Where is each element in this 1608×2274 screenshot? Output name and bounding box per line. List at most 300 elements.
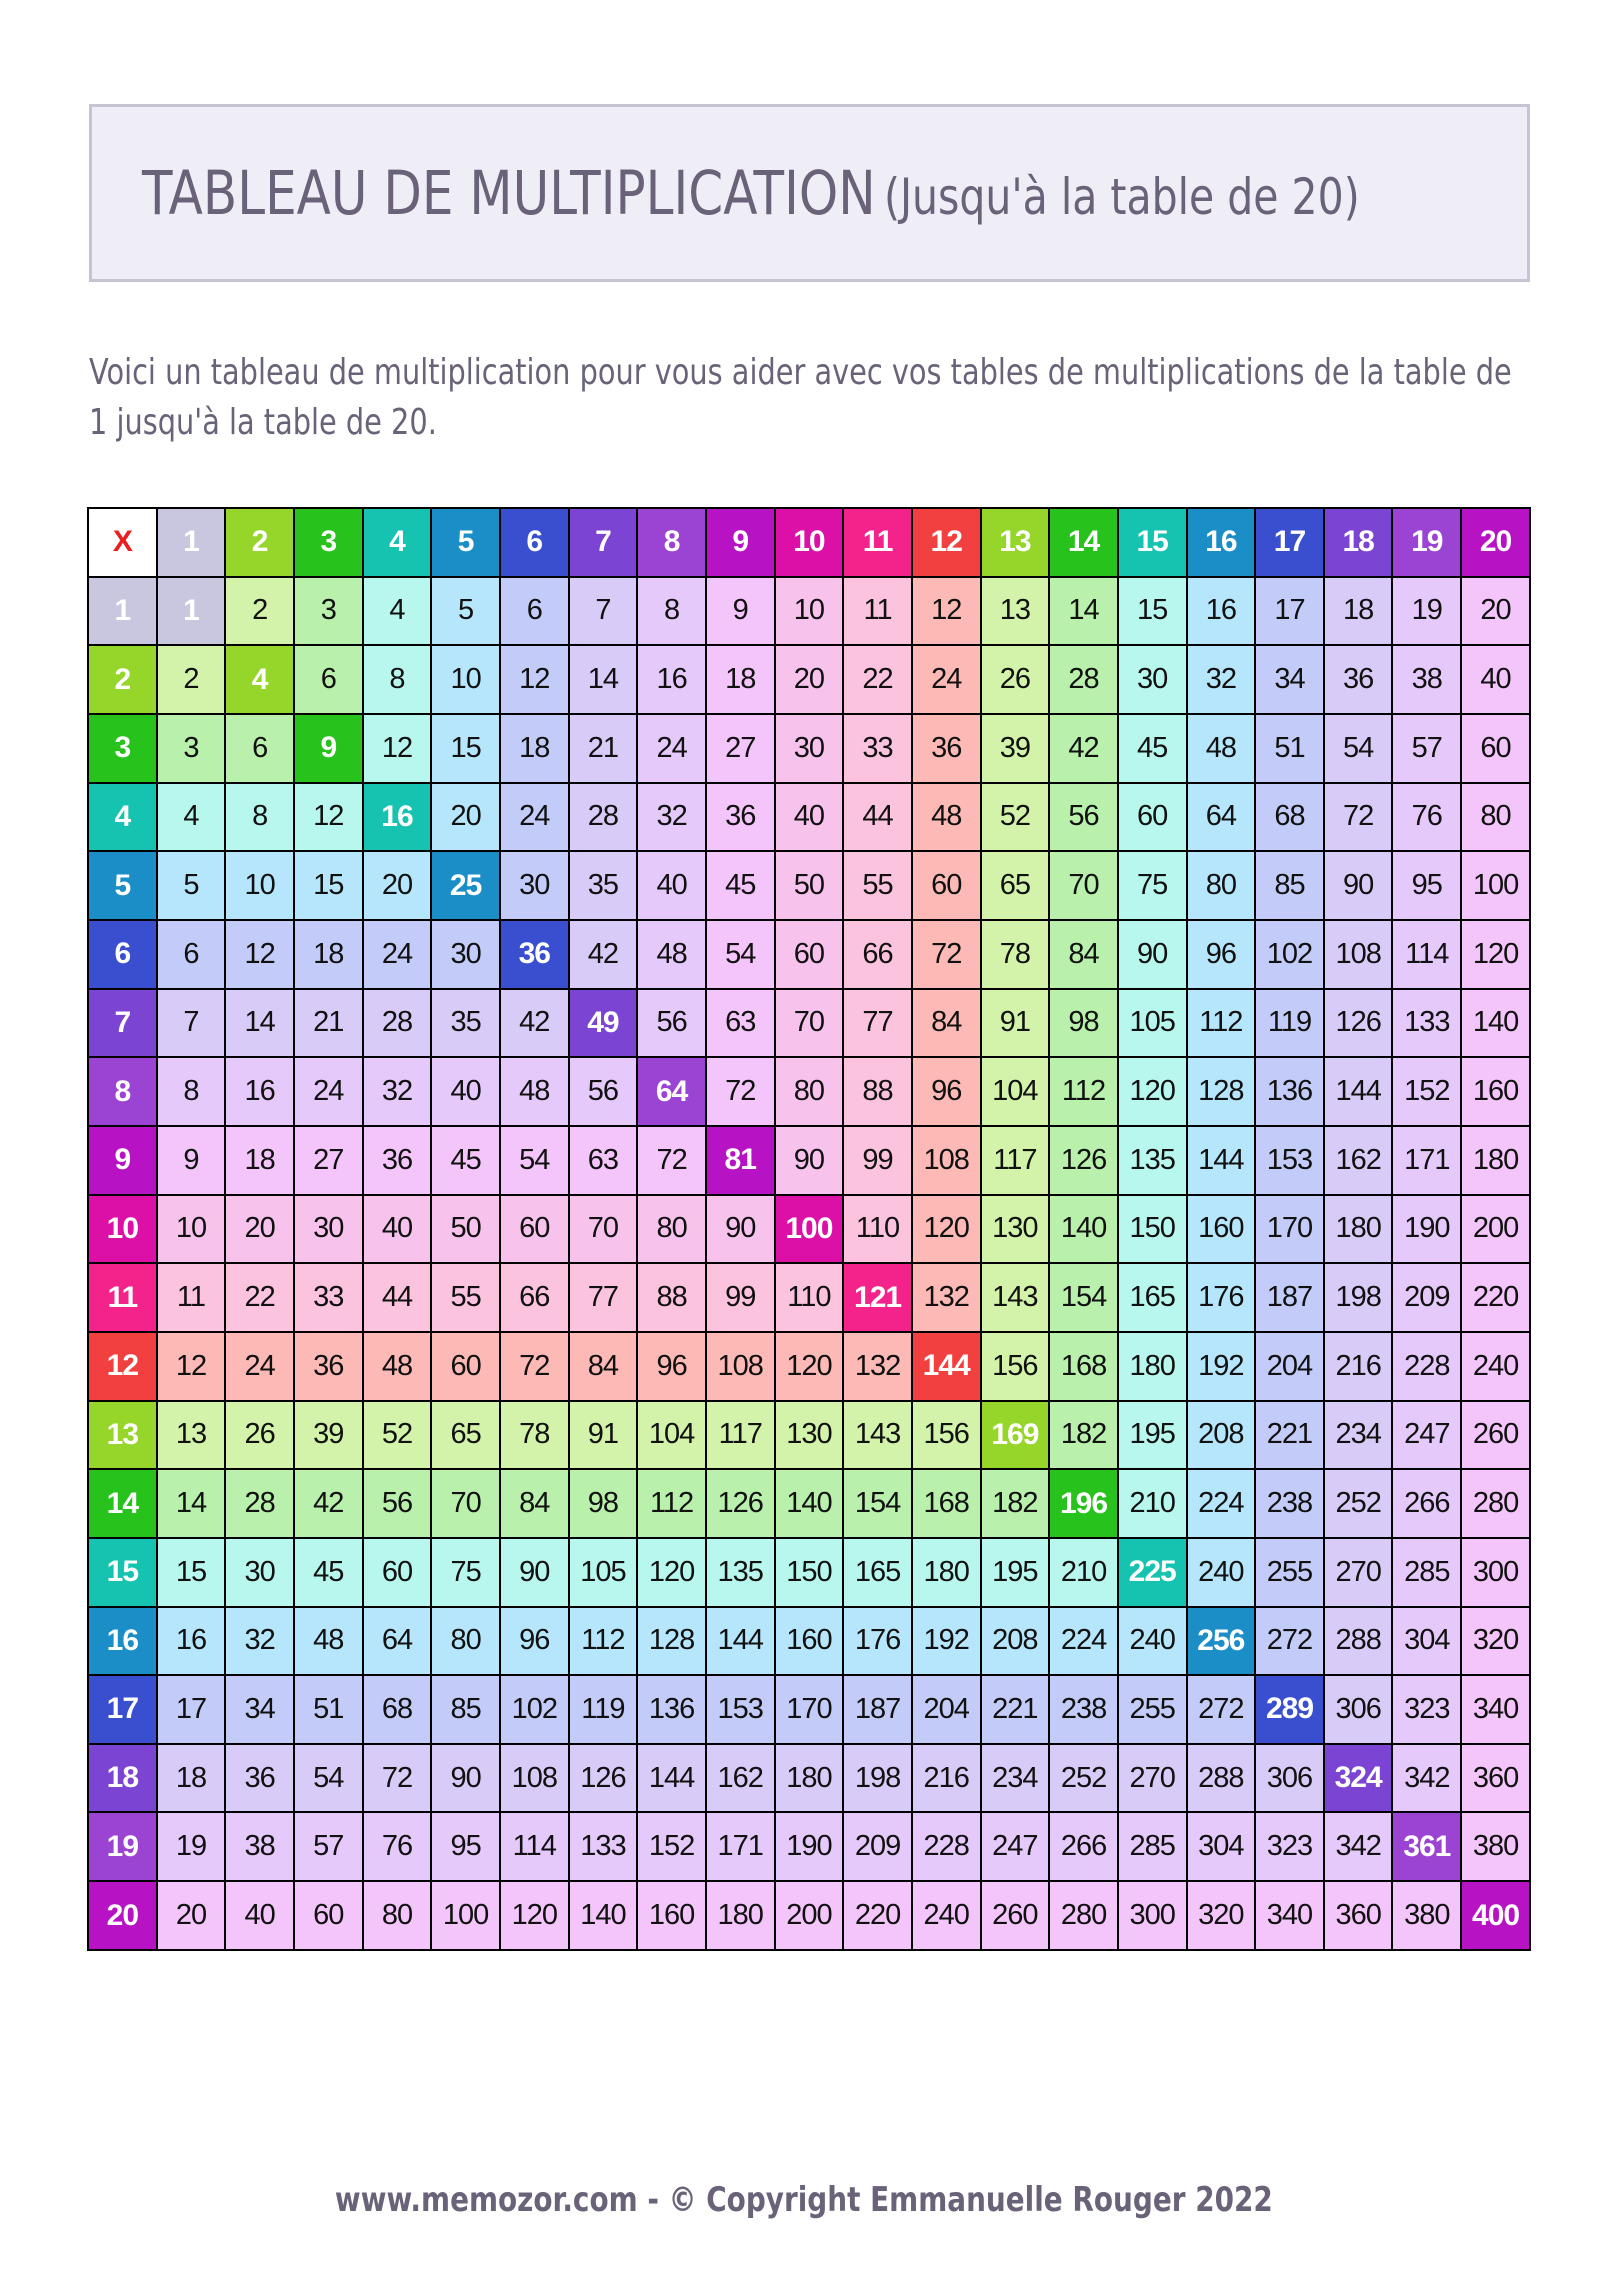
table-row [88,1812,1530,1881]
table-row [88,577,1530,646]
product-cell: 5 [431,577,500,646]
product-cell: 52 [363,1401,432,1470]
column-header-cell: 16 [1187,508,1256,577]
product-cell: 110 [775,1263,844,1332]
product-cell: 40 [1461,645,1530,714]
product-cell: 56 [1049,783,1118,852]
square-cell: 225 [1118,1538,1187,1607]
table-row [88,1401,1530,1470]
product-cell: 6 [157,920,226,989]
product-cell: 45 [431,1126,500,1195]
product-cell: 220 [1461,1263,1530,1332]
product-cell: 75 [1118,851,1187,920]
product-cell: 55 [431,1263,500,1332]
product-cell: 143 [843,1401,912,1470]
product-cell: 90 [1324,851,1393,920]
product-cell: 130 [775,1401,844,1470]
product-cell: 165 [843,1538,912,1607]
product-cell: 114 [500,1812,569,1881]
product-cell: 32 [1187,645,1256,714]
product-cell: 22 [225,1263,294,1332]
product-cell: 300 [1118,1881,1187,1950]
product-cell: 240 [1187,1538,1256,1607]
product-cell: 160 [1187,1195,1256,1264]
product-cell: 72 [363,1744,432,1813]
row-header-cell: 9 [88,1126,157,1195]
table-row [88,1469,1530,1538]
product-cell: 247 [1392,1401,1461,1470]
product-cell: 68 [1255,783,1324,852]
product-cell: 80 [1187,851,1256,920]
intro-line-1: Voici un tableau de multiplication pour vous aider avec vos tables de multiplications de la table de [89,352,1512,393]
product-cell: 285 [1392,1538,1461,1607]
product-cell: 198 [1324,1263,1393,1332]
product-cell: 9 [157,1126,226,1195]
product-cell: 60 [294,1881,363,1950]
product-cell: 28 [569,783,638,852]
product-cell: 96 [912,1057,981,1126]
product-cell: 54 [1324,714,1393,783]
product-cell: 126 [1049,1126,1118,1195]
product-cell: 112 [637,1469,706,1538]
product-cell: 21 [569,714,638,783]
product-cell: 72 [912,920,981,989]
product-cell: 54 [294,1744,363,1813]
row-header-cell: 10 [88,1195,157,1264]
product-cell: 90 [775,1126,844,1195]
product-cell: 13 [981,577,1050,646]
product-cell: 208 [981,1607,1050,1676]
product-cell: 57 [1392,714,1461,783]
product-cell: 180 [1461,1126,1530,1195]
row-header-cell: 2 [88,645,157,714]
product-cell: 340 [1461,1675,1530,1744]
product-cell: 180 [775,1744,844,1813]
square-cell: 16 [363,783,432,852]
product-cell: 14 [1049,577,1118,646]
product-cell: 323 [1392,1675,1461,1744]
product-cell: 150 [1118,1195,1187,1264]
product-cell: 130 [981,1195,1050,1264]
product-cell: 10 [431,645,500,714]
product-cell: 51 [294,1675,363,1744]
product-cell: 55 [843,851,912,920]
product-cell: 40 [431,1057,500,1126]
product-cell: 270 [1324,1538,1393,1607]
product-cell: 64 [363,1607,432,1676]
table-row [88,1675,1530,1744]
product-cell: 11 [157,1263,226,1332]
product-cell: 40 [363,1195,432,1264]
product-cell: 70 [431,1469,500,1538]
product-cell: 90 [431,1744,500,1813]
product-cell: 170 [775,1675,844,1744]
product-cell: 36 [706,783,775,852]
product-cell: 340 [1255,1881,1324,1950]
row-header-cell: 11 [88,1263,157,1332]
product-cell: 88 [637,1263,706,1332]
product-cell: 323 [1255,1812,1324,1881]
product-cell: 48 [912,783,981,852]
product-cell: 91 [981,989,1050,1058]
product-cell: 140 [775,1469,844,1538]
product-cell: 10 [775,577,844,646]
product-cell: 4 [157,783,226,852]
product-cell: 255 [1118,1675,1187,1744]
product-cell: 306 [1255,1744,1324,1813]
product-cell: 221 [981,1675,1050,1744]
footer-text: www.memozor.com - © Copyright Emmanuelle Rouger 2022 [335,2180,1273,2220]
product-cell: 228 [912,1812,981,1881]
product-cell: 209 [1392,1263,1461,1332]
product-cell: 40 [225,1881,294,1950]
product-cell: 12 [912,577,981,646]
product-cell: 16 [157,1607,226,1676]
product-cell: 105 [569,1538,638,1607]
product-cell: 216 [912,1744,981,1813]
column-header-cell: 7 [569,508,638,577]
row-header-cell: 20 [88,1881,157,1950]
column-header-cell: 6 [500,508,569,577]
product-cell: 42 [569,920,638,989]
table-row [88,989,1530,1058]
product-cell: 90 [706,1195,775,1264]
table-row [88,1263,1530,1332]
product-cell: 266 [1392,1469,1461,1538]
column-header-cell: 8 [637,508,706,577]
product-cell: 117 [981,1126,1050,1195]
column-header-cell: 5 [431,508,500,577]
product-cell: 98 [1049,989,1118,1058]
product-cell: 135 [706,1538,775,1607]
product-cell: 380 [1461,1812,1530,1881]
product-cell: 100 [431,1881,500,1950]
product-cell: 144 [637,1744,706,1813]
square-cell: 121 [843,1263,912,1332]
product-cell: 208 [1187,1401,1256,1470]
product-cell: 77 [843,989,912,1058]
product-cell: 20 [1461,577,1530,646]
product-cell: 126 [706,1469,775,1538]
product-cell: 144 [1187,1126,1256,1195]
square-cell: 289 [1255,1675,1324,1744]
product-cell: 216 [1324,1332,1393,1401]
product-cell: 126 [569,1744,638,1813]
table-row [88,1126,1530,1195]
product-cell: 108 [1324,920,1393,989]
product-cell: 72 [1324,783,1393,852]
product-cell: 70 [1049,851,1118,920]
product-cell: 30 [431,920,500,989]
product-cell: 120 [500,1881,569,1950]
product-cell: 272 [1187,1675,1256,1744]
product-cell: 32 [637,783,706,852]
product-cell: 24 [912,645,981,714]
column-header-cell: 11 [843,508,912,577]
product-cell: 99 [843,1126,912,1195]
product-cell: 320 [1461,1607,1530,1676]
product-cell: 224 [1049,1607,1118,1676]
product-cell: 192 [1187,1332,1256,1401]
product-cell: 180 [706,1881,775,1950]
product-cell: 195 [981,1538,1050,1607]
product-cell: 102 [1255,920,1324,989]
product-cell: 15 [294,851,363,920]
product-cell: 156 [912,1401,981,1470]
product-cell: 42 [1049,714,1118,783]
product-cell: 12 [363,714,432,783]
intro-line-2: 1 jusqu'à la table de 20. [89,402,437,443]
product-cell: 240 [1461,1332,1530,1401]
product-cell: 7 [569,577,638,646]
product-cell: 40 [775,783,844,852]
product-cell: 238 [1255,1469,1324,1538]
product-cell: 16 [225,1057,294,1126]
product-cell: 8 [637,577,706,646]
square-cell: 36 [500,920,569,989]
square-cell: 256 [1187,1607,1256,1676]
table-row [88,1538,1530,1607]
product-cell: 27 [706,714,775,783]
product-cell: 168 [912,1469,981,1538]
column-header-cell: 1 [157,508,226,577]
product-cell: 320 [1187,1881,1256,1950]
product-cell: 10 [225,851,294,920]
product-cell: 63 [569,1126,638,1195]
product-cell: 51 [1255,714,1324,783]
product-cell: 30 [1118,645,1187,714]
row-header-cell: 16 [88,1607,157,1676]
product-cell: 12 [157,1332,226,1401]
product-cell: 360 [1324,1881,1393,1950]
column-header-cell: 3 [294,508,363,577]
product-cell: 170 [1255,1195,1324,1264]
product-cell: 132 [843,1332,912,1401]
product-cell: 80 [431,1607,500,1676]
product-cell: 180 [912,1538,981,1607]
product-cell: 60 [431,1332,500,1401]
square-cell: 169 [981,1401,1050,1470]
product-cell: 187 [1255,1263,1324,1332]
column-header-cell: 4 [363,508,432,577]
product-cell: 16 [1187,577,1256,646]
product-cell: 120 [1118,1057,1187,1126]
product-cell: 64 [1187,783,1256,852]
square-cell: 1 [157,577,226,646]
product-cell: 153 [1255,1126,1324,1195]
product-cell: 108 [706,1332,775,1401]
product-cell: 8 [157,1057,226,1126]
product-cell: 24 [363,920,432,989]
product-cell: 120 [912,1195,981,1264]
table-row [88,1744,1530,1813]
row-header-cell: 6 [88,920,157,989]
product-cell: 144 [1324,1057,1393,1126]
product-cell: 36 [363,1126,432,1195]
product-cell: 38 [225,1812,294,1881]
product-cell: 96 [1187,920,1256,989]
product-cell: 18 [1324,577,1393,646]
product-cell: 280 [1049,1881,1118,1950]
product-cell: 224 [1187,1469,1256,1538]
product-cell: 209 [843,1812,912,1881]
product-cell: 112 [1049,1057,1118,1126]
product-cell: 66 [500,1263,569,1332]
product-cell: 90 [500,1538,569,1607]
product-cell: 285 [1118,1812,1187,1881]
product-cell: 76 [1392,783,1461,852]
product-cell: 360 [1461,1744,1530,1813]
product-cell: 15 [431,714,500,783]
product-cell: 252 [1049,1744,1118,1813]
product-cell: 90 [1118,920,1187,989]
product-cell: 162 [1324,1126,1393,1195]
product-cell: 28 [363,989,432,1058]
product-cell: 165 [1118,1263,1187,1332]
multiplication-table [87,507,1531,1951]
product-cell: 112 [1187,989,1256,1058]
row-header-cell: 4 [88,783,157,852]
product-cell: 27 [294,1126,363,1195]
row-header-cell: 15 [88,1538,157,1607]
product-cell: 15 [157,1538,226,1607]
product-cell: 18 [157,1744,226,1813]
product-cell: 270 [1118,1744,1187,1813]
product-cell: 104 [981,1057,1050,1126]
product-cell: 95 [431,1812,500,1881]
product-cell: 304 [1187,1812,1256,1881]
header-row [88,508,1530,577]
product-cell: 48 [1187,714,1256,783]
product-cell: 36 [225,1744,294,1813]
product-cell: 36 [1324,645,1393,714]
product-cell: 80 [363,1881,432,1950]
product-cell: 30 [294,1195,363,1264]
row-header-cell: 18 [88,1744,157,1813]
row-header-cell: 12 [88,1332,157,1401]
product-cell: 180 [1324,1195,1393,1264]
product-cell: 48 [363,1332,432,1401]
table-row [88,783,1530,852]
product-cell: 266 [1049,1812,1118,1881]
product-cell: 210 [1118,1469,1187,1538]
product-cell: 220 [843,1881,912,1950]
product-cell: 204 [1255,1332,1324,1401]
square-cell: 81 [706,1126,775,1195]
product-cell: 171 [706,1812,775,1881]
row-header-cell: 17 [88,1675,157,1744]
product-cell: 28 [225,1469,294,1538]
product-cell: 140 [1049,1195,1118,1264]
product-cell: 38 [1392,645,1461,714]
product-cell: 160 [637,1881,706,1950]
product-cell: 26 [981,645,1050,714]
product-cell: 4 [363,577,432,646]
product-cell: 45 [706,851,775,920]
product-cell: 65 [981,851,1050,920]
product-cell: 18 [225,1126,294,1195]
product-cell: 143 [981,1263,1050,1332]
product-cell: 70 [775,989,844,1058]
product-cell: 7 [157,989,226,1058]
product-cell: 14 [569,645,638,714]
product-cell: 190 [1392,1195,1461,1264]
product-cell: 240 [1118,1607,1187,1676]
product-cell: 234 [981,1744,1050,1813]
row-header-cell: 19 [88,1812,157,1881]
product-cell: 52 [981,783,1050,852]
product-cell: 108 [500,1744,569,1813]
table-row [88,1607,1530,1676]
product-cell: 342 [1392,1744,1461,1813]
product-cell: 18 [500,714,569,783]
product-cell: 288 [1187,1744,1256,1813]
product-cell: 32 [363,1057,432,1126]
table-row [88,1881,1530,1950]
product-cell: 2 [157,645,226,714]
product-cell: 65 [431,1401,500,1470]
product-cell: 60 [500,1195,569,1264]
product-cell: 72 [637,1126,706,1195]
product-cell: 34 [1255,645,1324,714]
product-cell: 204 [912,1675,981,1744]
product-cell: 60 [1461,714,1530,783]
product-cell: 34 [225,1675,294,1744]
square-cell: 196 [1049,1469,1118,1538]
column-header-cell: 10 [775,508,844,577]
product-cell: 128 [637,1607,706,1676]
product-cell: 19 [1392,577,1461,646]
product-cell: 156 [981,1332,1050,1401]
product-cell: 66 [843,920,912,989]
product-cell: 306 [1324,1675,1393,1744]
row-header-cell: 7 [88,989,157,1058]
corner-cell: X [88,508,157,577]
product-cell: 114 [1392,920,1461,989]
product-cell: 44 [843,783,912,852]
product-cell: 84 [1049,920,1118,989]
product-cell: 162 [706,1744,775,1813]
product-cell: 50 [775,851,844,920]
product-cell: 98 [569,1469,638,1538]
row-header-cell: 3 [88,714,157,783]
product-cell: 18 [706,645,775,714]
product-cell: 380 [1392,1881,1461,1950]
product-cell: 108 [912,1126,981,1195]
row-header-cell: 1 [88,577,157,646]
product-cell: 135 [1118,1126,1187,1195]
product-cell: 272 [1255,1607,1324,1676]
product-cell: 36 [294,1332,363,1401]
product-cell: 120 [1461,920,1530,989]
product-cell: 144 [706,1607,775,1676]
product-cell: 300 [1461,1538,1530,1607]
table-row [88,851,1530,920]
product-cell: 12 [225,920,294,989]
product-cell: 33 [294,1263,363,1332]
product-cell: 342 [1324,1812,1393,1881]
product-cell: 44 [363,1263,432,1332]
product-cell: 6 [225,714,294,783]
product-cell: 56 [363,1469,432,1538]
product-cell: 20 [363,851,432,920]
product-cell: 160 [1461,1057,1530,1126]
table-row [88,920,1530,989]
title-box [89,104,1530,282]
product-cell: 176 [843,1607,912,1676]
product-cell: 195 [1118,1401,1187,1470]
product-cell: 12 [500,645,569,714]
